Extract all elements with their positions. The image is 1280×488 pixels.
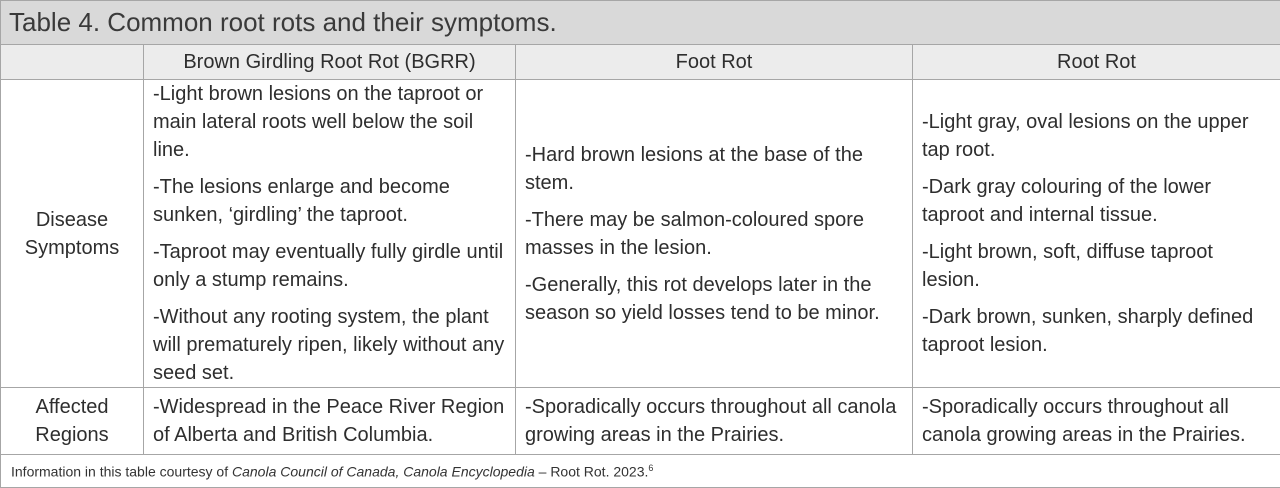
list-item: -Sporadically occurs throughout all canola growing areas in the Prairies. <box>922 393 1272 449</box>
list-item: -Light gray, oval lesions on the upper tap root. <box>922 108 1272 164</box>
list-item: -Dark brown, sunken, sharply defined taproot lesion. <box>922 303 1272 359</box>
list-item: -Taproot may eventually fully girdle until only a stump remains. <box>153 238 507 294</box>
row-header-affected-regions: Affected Regions <box>1 388 144 455</box>
list-item: -Dark gray colouring of the lower taproot and internal tissue. <box>922 173 1272 229</box>
cell-bgrr-symptoms <box>144 80 516 388</box>
column-header-foot-rot: Foot Rot <box>516 45 913 80</box>
cell-foot-rot-symptoms <box>516 80 913 388</box>
footnote-source: Canola Council of Canada, Canola Encyclopedia <box>232 463 535 479</box>
list-item: -Light brown, soft, diffuse taproot lesion. <box>922 238 1272 294</box>
table-footnote: Information in this table courtesy of Canola Council of Canada, Canola Encyclopedia – Root Rot. 2023.$^6$ <box>1 455 1280 488</box>
cell-bgrr-regions <box>144 388 516 455</box>
list-item: -Sporadically occurs throughout all canola growing areas in the Prairies. <box>525 393 904 449</box>
cell-root-rot-symptoms <box>913 80 1280 388</box>
list-item: -Generally, this rot develops later in the season so yield losses tend to be minor. <box>525 271 904 327</box>
cell-root-rot-regions <box>913 388 1280 455</box>
table-row-affected-regions <box>1 388 1280 455</box>
footnote-reference: 6 <box>648 463 653 473</box>
list-item: -Hard brown lesions at the base of the stem. <box>525 141 904 197</box>
list-item: -The lesions enlarge and become sunken, ‘girdling’ the taproot. <box>153 173 507 229</box>
list-item: -Widespread in the Peace River Region of Alberta and British Columbia. <box>153 393 507 449</box>
column-header-bgrr: Brown Girdling Root Rot (BGRR) <box>144 45 516 80</box>
row-header-disease-symptoms: Disease Symptoms <box>1 80 144 388</box>
column-header-root-rot: Root Rot <box>913 45 1280 80</box>
list-item: -Light brown lesions on the taproot or main lateral roots well below the soil line. <box>153 80 507 164</box>
cell-foot-rot-regions <box>516 388 913 455</box>
header-empty-cell <box>1 45 144 80</box>
list-item: -There may be salmon-coloured spore masses in the lesion. <box>525 206 904 262</box>
list-item: -Without any rooting system, the plant will prematurely ripen, likely without any seed set. <box>153 303 507 387</box>
table-title: Table 4. Common root rots and their symptoms. <box>1 1 1280 45</box>
table-row-disease-symptoms <box>1 80 1280 388</box>
